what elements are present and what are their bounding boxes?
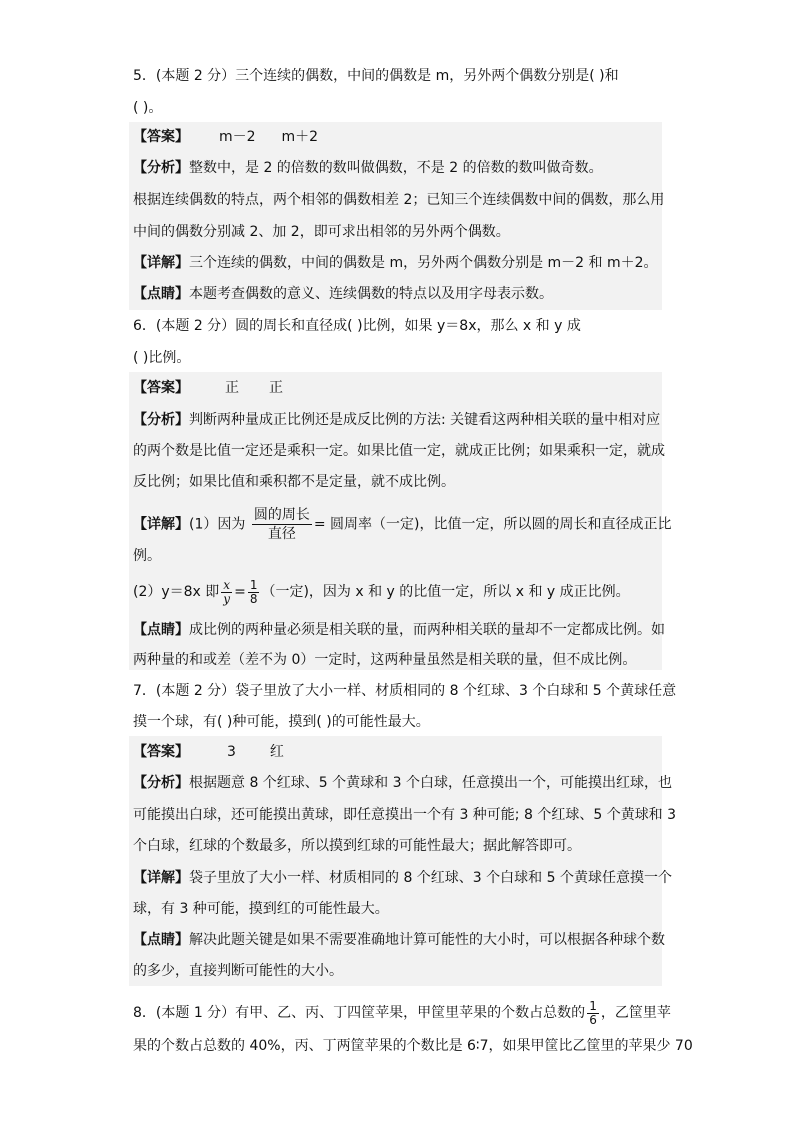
q7-answer-1: 3 <box>227 744 236 760</box>
q5-detail-row <box>133 253 658 273</box>
comment-label: 【点睛】 <box>133 286 189 302</box>
detail-label: 【详解】 <box>133 870 189 886</box>
q5-question-line-2: ( )。 <box>133 100 163 116</box>
detail-label: 【详解】 <box>133 516 189 533</box>
q5-analysis-line-3: 中间的偶数分别减 2、加 2，即可求出相邻的另外两个偶数。 <box>133 224 510 240</box>
q5-analysis-row <box>133 158 603 178</box>
q5-comment-text: 本题考查偶数的意义、连续偶数的特点以及用字母表示数。 <box>189 286 553 302</box>
q6-one-eighth-fraction: $\frac{1}{8}$ <box>249 577 258 606</box>
q5-analysis-text: 整数中，是 2 的倍数的数叫做偶数，不是 2 的倍数的数叫做奇数。 <box>189 160 603 176</box>
q6-xy-fraction: $\frac{x}{y}$ <box>223 577 231 606</box>
analysis-label: 【分析】 <box>133 775 189 791</box>
q7-question-line-2: 摸一个球，有( )种可能，摸到( )的可能性最大。 <box>133 714 430 730</box>
comment-label: 【点睛】 <box>133 932 189 948</box>
answer-label: 【答案】 <box>133 380 189 396</box>
q6-question-line-2: ( )比例。 <box>133 350 191 366</box>
q6-question-line-1: 6．(本题 2 分）圆的周长和直径成( )比例，如果 y＝8x，那么 x 和 y 成 <box>133 318 581 334</box>
q7-analysis-text: 根据题意 8 个红球、5 个黄球和 3 个白球，任意摸出一个，可能摸出红球，也 <box>189 775 672 791</box>
q7-detail-row <box>133 868 672 888</box>
q5-question-line-1: 5．(本题 2 分）三个连续的偶数，中间的偶数是 m，另外两个偶数分别是( )和 <box>133 68 619 84</box>
q8-text-a: 8．(本题 1 分）有甲、乙、丙、丁四筐苹果，甲筐里苹果的个数占总数的 <box>133 1005 586 1021</box>
answer-label: 【答案】 <box>133 744 189 760</box>
q7-analysis-line-3: 个白球，红球的个数最多，所以摸到红球的可能性最大；据此解答即可。 <box>133 838 581 854</box>
q8-question-line-2: 果的个数占总数的 40%，丙、丁两筐苹果的个数比是 6∶7，如果甲筐比乙筐里的苹果少 70 <box>133 1038 693 1054</box>
q5-comment-row <box>133 284 553 304</box>
q7-analysis-row <box>133 773 672 793</box>
q8-question-line-1 <box>133 996 671 1030</box>
q8-text-b: ，乙筐里苹 <box>600 1005 671 1021</box>
q6-detail-text-a: (1）因为 <box>189 516 246 533</box>
q7-answer-row <box>133 742 284 762</box>
q6-detail-line-2: 例。 <box>133 548 161 564</box>
q6-answer-2: 正 <box>269 380 283 396</box>
analysis-label: 【分析】 <box>133 412 189 428</box>
q6-equals: = <box>234 584 246 600</box>
q6-detail-row <box>133 506 671 543</box>
q6-detail-text-b: = 圆周率（一定)，比值一定，所以圆的周长和直径成正比 <box>313 516 672 533</box>
q7-comment-row <box>133 930 665 950</box>
q7-question-line-1: 7．(本题 2 分）袋子里放了大小一样、材质相同的 8 个红球、3 个白球和 5 个黄球任意 <box>133 683 677 699</box>
q5-answer-2: m＋2 <box>281 129 319 145</box>
q5-solution-box <box>129 122 665 310</box>
comment-label: 【点睛】 <box>133 622 189 638</box>
q6-analysis-line-2: 的两个数是比值一定还是乘积一定。如果比值一定，就成正比例；如果乘积一定，就成 <box>133 443 665 459</box>
q8-one-sixth-fraction: $\frac{1}{6}$ <box>589 998 597 1027</box>
q6-circumference-fraction: $\frac{\text{圆的周长}}{\text{直径}}$ <box>253 507 310 542</box>
answer-label: 【答案】 <box>133 129 189 145</box>
q6-analysis-text: 判断两种量成正比例还是成反比例的方法: 关键看这两种相关联的量中相对应 <box>189 412 661 428</box>
q5-detail-text: 三个连续的偶数，中间的偶数是 m，另外两个偶数分别是 m－2 和 m＋2。 <box>189 255 658 271</box>
q7-answer-2: 红 <box>269 744 284 760</box>
q7-detail-line-2: 球，有 3 种可能，摸到红的可能性最大。 <box>133 901 389 917</box>
analysis-label: 【分析】 <box>133 160 189 176</box>
q6-detail2-text-a: (2）y＝8x 即 <box>133 584 220 600</box>
q6-detail2-text-b: （一定)，因为 x 和 y 的比值一定，所以 x 和 y 成正比例。 <box>261 584 630 600</box>
q6-comment-line-2: 两种量的和或差（差不为 0）一定时，这两种量虽然是相关联的量，但不成比例。 <box>133 652 637 668</box>
q6-detail-row-2 <box>133 576 630 608</box>
q7-detail-text: 袋子里放了大小一样、材质相同的 8 个红球、3 个白球和 5 个黄球任意摸一个 <box>189 870 672 886</box>
q6-analysis-line-3: 反比例；如果比值和乘积都不是定量，就不成比例。 <box>133 474 455 490</box>
q5-answer-1: m－2 <box>219 129 256 145</box>
q6-comment-row <box>133 620 665 640</box>
q7-comment-text: 解决此题关键是如果不需要准确地计算可能性的大小时，可以根据各种球个数 <box>189 932 665 948</box>
q6-comment-text: 成比例的两种量必须是相关联的量，而两种相关联的量却不一定都成比例。如 <box>189 622 665 638</box>
q7-comment-line-2: 的多少，直接判断可能性的大小。 <box>133 963 343 979</box>
q5-analysis-line-2: 根据连续偶数的特点，两个相邻的偶数相差 2；已知三个连续偶数中间的偶数，那么用 <box>133 192 665 208</box>
q6-answer-row <box>133 378 283 398</box>
q6-answer-1: 正 <box>225 380 239 396</box>
q7-analysis-line-2: 可能摸出白球，还可能摸出黄球，即任意摸出一个有 3 种可能; 8 个红球、5 个黄球和 3 <box>133 807 677 823</box>
detail-label: 【详解】 <box>133 255 189 271</box>
q5-answer-row <box>133 127 318 147</box>
q6-analysis-row <box>133 410 660 430</box>
